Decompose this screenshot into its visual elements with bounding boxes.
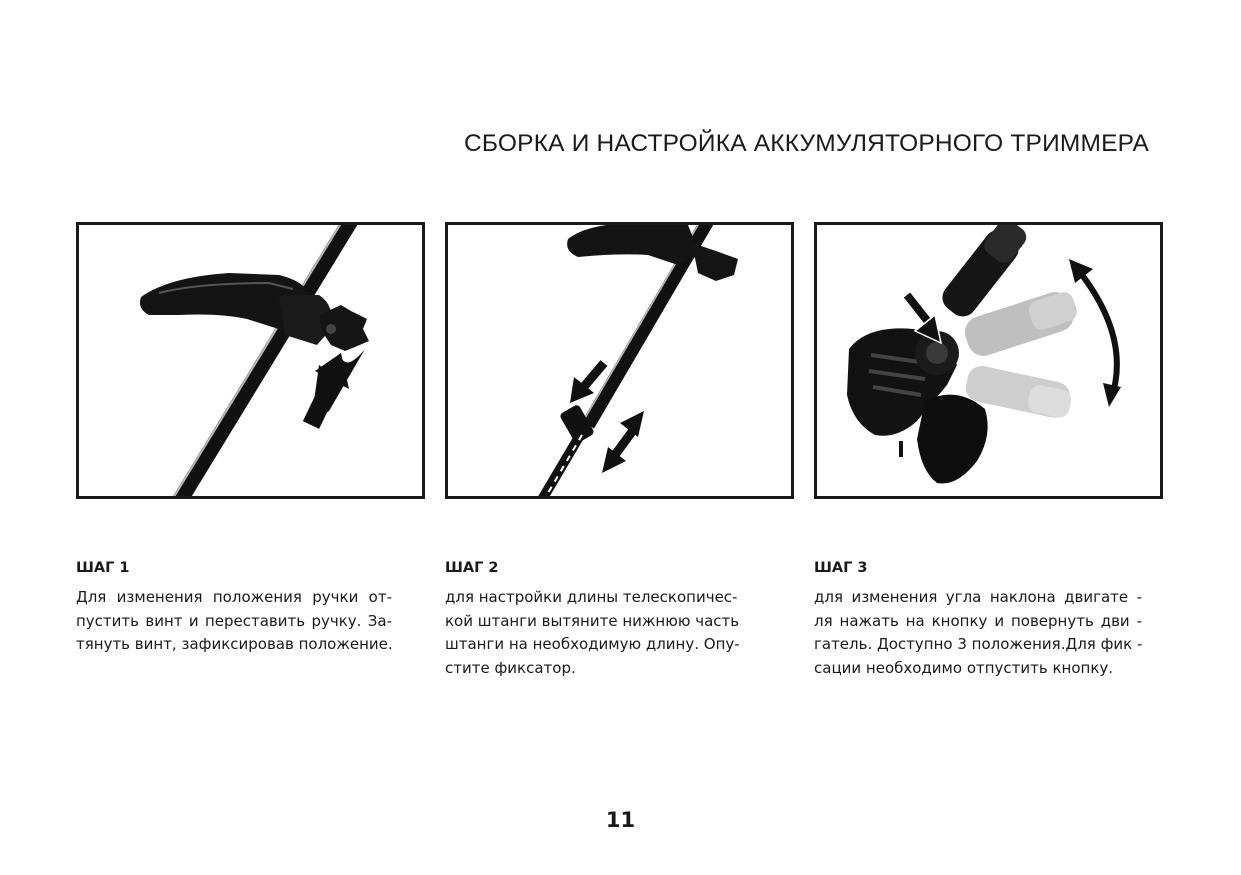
step-3-label: ШАГ 3 — [814, 560, 868, 576]
step-1-illustration — [76, 222, 425, 499]
motor-angle-drawing — [817, 225, 1160, 496]
step-2-label: ШАГ 2 — [445, 560, 499, 576]
step-1-line: Для изменения положения ручки от- — [76, 588, 392, 606]
step-1-line: пустить винт и переставить ручку. За- — [76, 611, 392, 630]
step-2-line: стите фиксатор. — [445, 658, 576, 677]
step-2-line: кой штанги вытяните нижнюю часть — [445, 611, 740, 630]
step-2-illustration — [445, 222, 794, 499]
step-3-line: гатель. Доступно 3 положения.Для фик - — [814, 635, 1143, 653]
step-2-line: для настройки длины телескопичес- — [445, 588, 738, 606]
page-number: 11 — [605, 808, 636, 832]
up-arrow-icon — [311, 349, 365, 425]
step-3-line: сации необходимо отпустить кнопку. — [814, 658, 1114, 677]
step-2-description — [445, 586, 761, 680]
step-1-line: тянуть винт, зафиксировав положение. — [76, 635, 393, 653]
step-3-illustration — [814, 222, 1163, 499]
step-1-description — [76, 586, 392, 657]
step-1-label: ШАГ 1 — [76, 560, 130, 576]
page-title: СБОРКА И НАСТРОЙКА АККУМУЛЯТОРНОГО ТРИММЕРА — [464, 130, 1150, 157]
telescopic-shaft-drawing — [448, 225, 791, 496]
handle-adjustment-drawing — [79, 225, 422, 496]
step-2-line: штанги на необходимую длину. Опу- — [445, 635, 740, 653]
rotation-arrow-icon — [1069, 259, 1121, 407]
step-3-line: для изменения угла наклона двигате - — [814, 588, 1142, 606]
step-3-line: ля нажать на кнопку и повернуть дви - — [814, 611, 1142, 630]
double-arrow-icon — [602, 411, 644, 473]
step-3-description — [814, 586, 1142, 680]
